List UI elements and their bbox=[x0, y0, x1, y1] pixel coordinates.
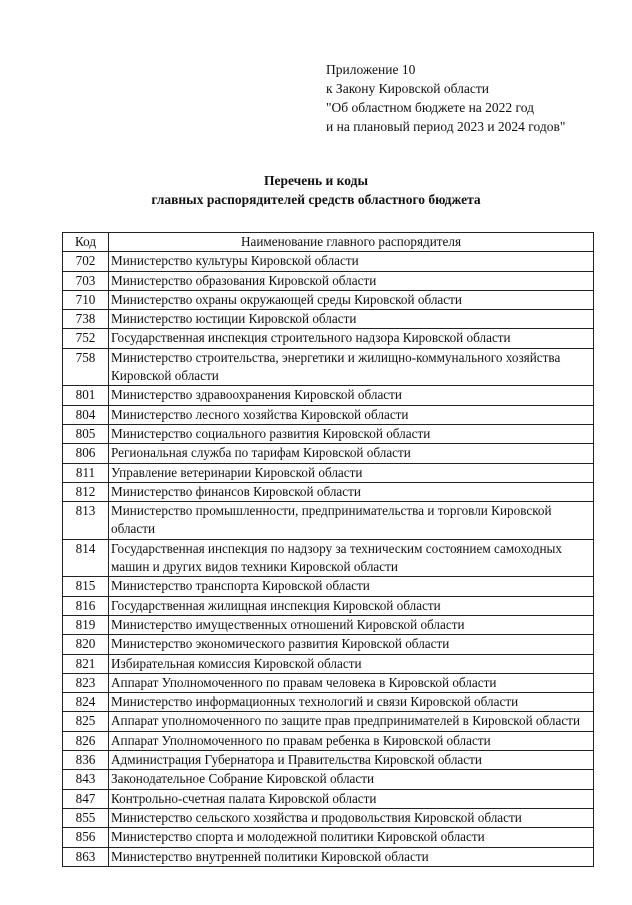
row-code: 812 bbox=[63, 482, 109, 501]
row-code: 758 bbox=[63, 348, 109, 386]
row-name: Управление ветеринарии Кировской области bbox=[109, 463, 594, 482]
row-name: Государственная жилищная инспекция Кировской области bbox=[109, 596, 594, 615]
table-body bbox=[63, 252, 594, 867]
table-row bbox=[63, 444, 594, 463]
table-row bbox=[63, 482, 594, 501]
row-code: 824 bbox=[63, 693, 109, 712]
header-code: Код bbox=[63, 233, 109, 252]
row-name: Государственная инспекция строительного надзора Кировской области bbox=[109, 329, 594, 348]
row-name: Министерство экономического развития Кировской области bbox=[109, 635, 594, 654]
row-name: Министерство строительства, энергетики и жилищно-коммунального хозяйства Кировской области bbox=[109, 348, 594, 386]
row-name: Избирательная комиссия Кировской области bbox=[109, 654, 594, 673]
table-row bbox=[63, 539, 594, 577]
appendix-line: "Об областном бюджете на 2022 год bbox=[326, 100, 534, 115]
table-row bbox=[63, 424, 594, 443]
row-name: Министерство информационных технологий и связи Кировской области bbox=[109, 693, 594, 712]
row-code: 826 bbox=[63, 731, 109, 750]
row-name: Аппарат Уполномоченного по правам ребенка в Кировской области bbox=[109, 731, 594, 750]
row-name: Министерство имущественных отношений Кировской области bbox=[109, 615, 594, 634]
table-row bbox=[63, 463, 594, 482]
table-row bbox=[63, 310, 594, 329]
row-code: 801 bbox=[63, 386, 109, 405]
row-code: 843 bbox=[63, 770, 109, 789]
appendix-line: Приложение 10 bbox=[326, 62, 416, 77]
row-code: 811 bbox=[63, 463, 109, 482]
appendix-note bbox=[326, 60, 565, 136]
row-name: Министерство культуры Кировской области bbox=[109, 252, 594, 271]
table-row bbox=[63, 329, 594, 348]
table-row bbox=[63, 673, 594, 692]
table-row bbox=[63, 348, 594, 386]
header-name: Наименование главного распорядителя bbox=[109, 233, 594, 252]
budget-managers-table bbox=[62, 232, 594, 867]
row-code: 823 bbox=[63, 673, 109, 692]
row-code: 813 bbox=[63, 502, 109, 540]
row-name: Министерство внутренней политики Кировской области bbox=[109, 847, 594, 866]
row-name: Министерство промышленности, предпринимательства и торговли Кировской области bbox=[109, 502, 594, 540]
row-code: 825 bbox=[63, 712, 109, 731]
row-name: Министерство здравоохранения Кировской области bbox=[109, 386, 594, 405]
row-code: 702 bbox=[63, 252, 109, 271]
row-name: Министерство сельского хозяйства и продовольствия Кировской области bbox=[109, 808, 594, 827]
row-code: 804 bbox=[63, 405, 109, 424]
table-header-row bbox=[63, 233, 594, 252]
row-code: 855 bbox=[63, 808, 109, 827]
row-name: Аппарат Уполномоченного по правам человека в Кировской области bbox=[109, 673, 594, 692]
table-row bbox=[63, 252, 594, 271]
table-row bbox=[63, 502, 594, 540]
row-name: Аппарат уполномоченного по защите прав предпринимателей в Кировской области bbox=[109, 712, 594, 731]
row-name: Государственная инспекция по надзору за техническим состоянием самоходных машин и других видов техники Кировской области bbox=[109, 539, 594, 577]
table-row bbox=[63, 654, 594, 673]
row-code: 710 bbox=[63, 290, 109, 309]
document-title bbox=[0, 171, 632, 209]
table-row bbox=[63, 577, 594, 596]
table-row bbox=[63, 751, 594, 770]
table-row bbox=[63, 808, 594, 827]
row-code: 820 bbox=[63, 635, 109, 654]
row-code: 863 bbox=[63, 847, 109, 866]
row-code: 816 bbox=[63, 596, 109, 615]
title-line: Перечень и коды bbox=[263, 173, 369, 188]
table-row bbox=[63, 596, 594, 615]
row-code: 821 bbox=[63, 654, 109, 673]
row-code: 856 bbox=[63, 828, 109, 847]
row-name: Министерство социального развития Кировской области bbox=[109, 424, 594, 443]
row-name: Министерство образования Кировской области bbox=[109, 271, 594, 290]
table-row bbox=[63, 731, 594, 750]
table-row bbox=[63, 615, 594, 634]
table-row bbox=[63, 405, 594, 424]
row-name: Министерство финансов Кировской области bbox=[109, 482, 594, 501]
row-code: 815 bbox=[63, 577, 109, 596]
table-row bbox=[63, 828, 594, 847]
row-code: 738 bbox=[63, 310, 109, 329]
table-row bbox=[63, 712, 594, 731]
table-row bbox=[63, 290, 594, 309]
table-row bbox=[63, 770, 594, 789]
row-name: Региональная служба по тарифам Кировской области bbox=[109, 444, 594, 463]
title-line: главных распорядителей средств областного бюджета bbox=[151, 192, 481, 207]
table-row bbox=[63, 847, 594, 866]
row-name: Министерство транспорта Кировской области bbox=[109, 577, 594, 596]
row-code: 805 bbox=[63, 424, 109, 443]
row-name: Администрация Губернатора и Правительства Кировской области bbox=[109, 751, 594, 770]
row-name: Министерство спорта и молодежной политики Кировской области bbox=[109, 828, 594, 847]
appendix-line: и на плановый период 2023 и 2024 годов" bbox=[326, 119, 566, 134]
row-code: 819 bbox=[63, 615, 109, 634]
row-name: Контрольно-счетная палата Кировской области bbox=[109, 789, 594, 808]
row-code: 847 bbox=[63, 789, 109, 808]
appendix-line: к Закону Кировской области bbox=[326, 81, 490, 96]
table-row bbox=[63, 635, 594, 654]
row-name: Министерство юстиции Кировской области bbox=[109, 310, 594, 329]
table-row bbox=[63, 271, 594, 290]
row-code: 703 bbox=[63, 271, 109, 290]
table-row bbox=[63, 693, 594, 712]
row-code: 752 bbox=[63, 329, 109, 348]
row-code: 836 bbox=[63, 751, 109, 770]
row-name: Министерство охраны окружающей среды Кировской области bbox=[109, 290, 594, 309]
row-code: 814 bbox=[63, 539, 109, 577]
row-name: Министерство лесного хозяйства Кировской области bbox=[109, 405, 594, 424]
row-code: 806 bbox=[63, 444, 109, 463]
table-row bbox=[63, 789, 594, 808]
row-name: Законодательное Собрание Кировской области bbox=[109, 770, 594, 789]
table-row bbox=[63, 386, 594, 405]
